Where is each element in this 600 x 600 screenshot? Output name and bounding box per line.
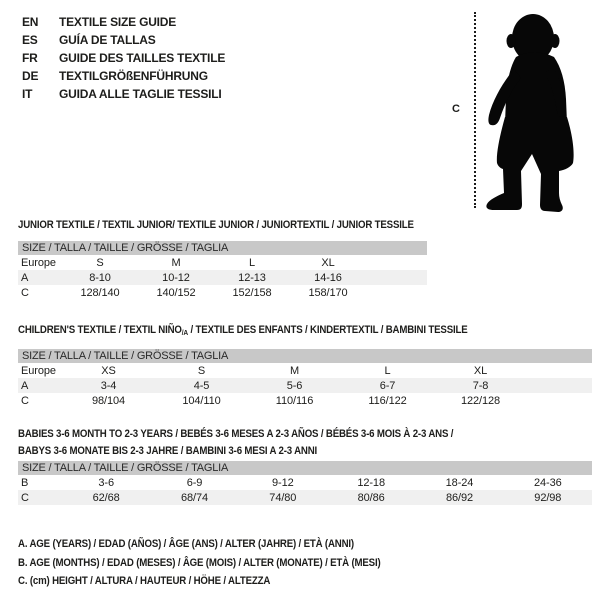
babies-size-table (18, 461, 592, 505)
size-cell: XL (473, 364, 488, 377)
size-cell: M (171, 256, 181, 269)
height-reference-dotted-line (474, 12, 476, 208)
babies-heading-line1: BABIES 3-6 MONTH TO 2-3 YEARS / BEBÉS 3-6 MESES A 2-3 AÑOS / BÉBÉS 3-6 MOIS À 2-3 ANS / (18, 428, 454, 440)
note-c: C. (cm) HEIGHT / ALTURA / HAUTEUR / HÖHE / ALTEZZA (18, 575, 271, 587)
size-cell: 98/104 (91, 394, 126, 407)
size-cell: 92/98 (504, 490, 592, 505)
table-row (18, 490, 592, 505)
spacer-cell (527, 393, 592, 408)
size-cell: 110/116 (275, 394, 314, 407)
size-cell: 9-12 (272, 476, 294, 489)
note-b: B. AGE (MONTHS) / EDAD (MESES) / ÂGE (MOIS) / ALTER (MONATE) / ETÀ (MESI) (18, 556, 381, 569)
size-cell: 122/128 (460, 394, 501, 407)
babies-section-heading (18, 426, 453, 460)
size-cell: 12-13 (214, 270, 290, 285)
size-cell: 128/140 (80, 286, 120, 299)
size-cell: 68/74 (150, 490, 238, 505)
size-bar-header: SIZE / TALLA / TAILLE / GRÖSSE / TAGLIA (18, 349, 592, 363)
measurement-notes (18, 535, 381, 591)
language-title: GUIDE DES TAILLES TEXTILE (59, 51, 226, 65)
spacer-cell (527, 378, 592, 393)
table-row (18, 363, 592, 378)
spacer-cell (366, 285, 427, 300)
size-cell: 6-9 (186, 476, 203, 489)
children-heading-pre: CHILDREN'S TEXTILE / TEXTIL NIÑO (18, 324, 182, 336)
size-cell: 62/68 (62, 490, 150, 505)
junior-size-table (18, 241, 427, 300)
row-label: C (21, 394, 29, 407)
row-label: C (18, 490, 62, 505)
language-row-de (22, 67, 225, 85)
size-cell: 80/86 (327, 490, 415, 505)
spacer-cell (527, 363, 592, 378)
junior-section-heading: JUNIOR TEXTILE / TEXTIL JUNIOR/ TEXTILE JUNIOR / JUNIORTEXTIL / JUNIOR TESSILE (18, 219, 414, 231)
height-c-label: C (452, 103, 460, 115)
table-row (18, 255, 427, 270)
spacer-cell (366, 270, 427, 285)
language-code: EN (22, 15, 39, 29)
language-list (22, 13, 225, 103)
children-heading-post: / TEXTILE DES ENFANTS / KINDERTEXTIL / BAMBINI TESSILE (188, 324, 468, 336)
size-cell: 5-6 (248, 378, 341, 393)
row-label: B (21, 476, 29, 489)
size-cell: 140/152 (156, 286, 196, 299)
note-a: A. AGE (YEARS) / EDAD (AÑOS) / ÂGE (ANS) / ALTER (JAHRE) / ETÀ (ANNI) (18, 538, 354, 550)
row-label: C (21, 286, 29, 299)
size-cell: 10-12 (138, 270, 214, 285)
spacer-cell (366, 255, 427, 270)
size-cell: 152/158 (232, 286, 272, 299)
size-cell: XS (101, 364, 116, 377)
size-cell: S (197, 364, 206, 377)
children-heading-subscript: /A (181, 328, 189, 337)
size-cell: 116/122 (368, 394, 407, 407)
size-cell: M (289, 364, 300, 377)
row-label: A (18, 270, 62, 285)
size-bar-header: SIZE / TALLA / TAILLE / GRÖSSE / TAGLIA (18, 241, 427, 255)
size-cell: 24-36 (534, 476, 562, 489)
language-row-it (22, 85, 225, 103)
size-cell: 74/80 (239, 490, 327, 505)
size-cell: 3-4 (62, 378, 155, 393)
language-row-en (22, 13, 225, 31)
size-cell: 7-8 (434, 378, 527, 393)
language-title: GUÍA DE TALLAS (59, 33, 156, 47)
size-cell: 18-24 (445, 476, 474, 489)
size-cell: L (384, 364, 391, 377)
size-cell: 12-18 (357, 476, 385, 489)
table-row (18, 475, 592, 490)
table-row (18, 378, 592, 393)
language-code: FR (22, 51, 38, 65)
size-cell: 14-16 (290, 270, 366, 285)
babies-heading-line2: BABYS 3-6 MONATE BIS 2-3 JAHRE / BAMBINI 3-6 MESI A 2-3 ANNI (18, 445, 318, 457)
row-label: Europe (21, 364, 56, 377)
language-code: IT (22, 87, 33, 101)
row-label: Europe (21, 256, 56, 269)
children-section-heading (18, 322, 468, 341)
size-bar-header: SIZE / TALLA / TAILLE / GRÖSSE / TAGLIA (18, 461, 592, 475)
row-label: A (18, 378, 62, 393)
language-title: TEXTILE SIZE GUIDE (59, 15, 177, 29)
table-row (18, 270, 427, 285)
language-code: DE (22, 69, 39, 83)
language-row-es (22, 31, 225, 49)
language-row-fr (22, 49, 225, 67)
table-row (18, 393, 592, 408)
size-cell: 86/92 (415, 490, 503, 505)
language-title: GUIDA ALLE TAGLIE TESSILI (59, 87, 222, 101)
size-cell: 104/110 (182, 394, 221, 407)
size-cell: 4-5 (155, 378, 248, 393)
language-code: ES (22, 33, 38, 47)
size-cell: 158/170 (308, 286, 348, 299)
size-cell: L (248, 256, 256, 269)
size-cell: XL (321, 256, 335, 269)
size-cell: S (96, 256, 104, 269)
table-row (18, 285, 427, 300)
children-size-table (18, 349, 592, 408)
language-title: TEXTILGRÖßENFÜHRUNG (59, 69, 208, 83)
size-cell: 3-6 (98, 476, 114, 489)
size-cell: 6-7 (341, 378, 434, 393)
toddler-silhouette-icon (480, 5, 600, 215)
size-cell: 8-10 (62, 270, 138, 285)
